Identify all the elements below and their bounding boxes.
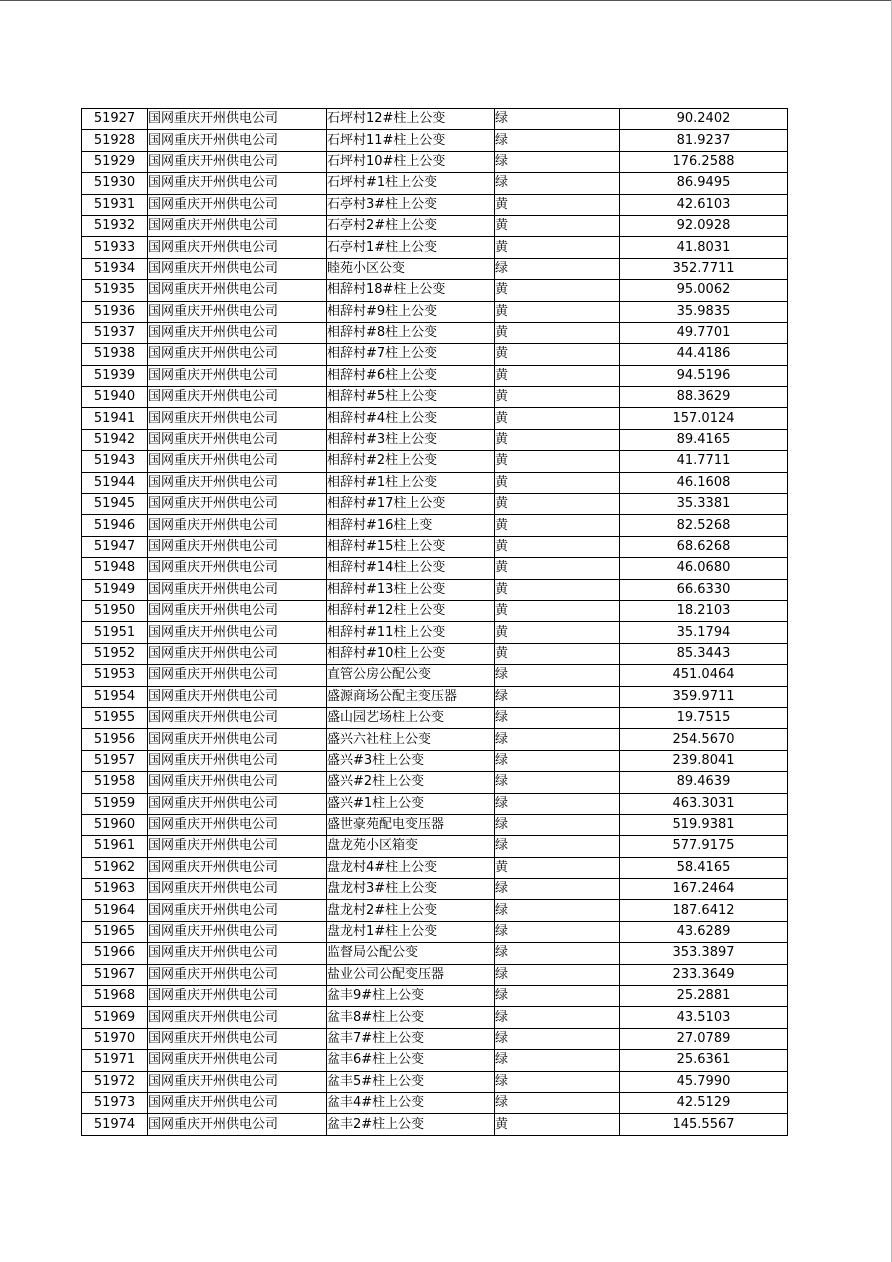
row-id-cell: 51931 [82, 194, 148, 215]
table-row [82, 301, 788, 322]
table-row [82, 344, 788, 365]
table-row [82, 322, 788, 343]
transformer-name-cell: 盛源商场公配主变压器 [327, 686, 495, 707]
value-cell: 254.5670 [620, 729, 788, 750]
table-row [82, 943, 788, 964]
value-cell: 25.2881 [620, 986, 788, 1007]
status-cell: 绿 [495, 686, 620, 707]
status-cell: 黄 [495, 472, 620, 493]
value-cell: 82.5268 [620, 515, 788, 536]
company-cell: 国网重庆开州供电公司 [148, 707, 327, 728]
transformer-name-cell: 相辞村#17柱上公变 [327, 494, 495, 515]
value-cell: 463.3031 [620, 793, 788, 814]
transformer-name-cell: 石坪村12#柱上公变 [327, 109, 495, 130]
company-cell: 国网重庆开州供电公司 [148, 665, 327, 686]
company-cell: 国网重庆开州供电公司 [148, 943, 327, 964]
value-cell: 41.7711 [620, 451, 788, 472]
table-row [82, 173, 788, 194]
company-cell: 国网重庆开州供电公司 [148, 879, 327, 900]
value-cell: 187.6412 [620, 900, 788, 921]
company-cell: 国网重庆开州供电公司 [148, 536, 327, 557]
table-row [82, 686, 788, 707]
row-id-cell: 51939 [82, 365, 148, 386]
company-cell: 国网重庆开州供电公司 [148, 857, 327, 878]
transformer-name-cell: 盘龙村2#柱上公变 [327, 900, 495, 921]
row-id-cell: 51955 [82, 707, 148, 728]
transformer-name-cell: 盛世豪苑配电变压器 [327, 814, 495, 835]
value-cell: 68.6268 [620, 536, 788, 557]
company-cell: 国网重庆开州供电公司 [148, 900, 327, 921]
status-cell: 黄 [495, 280, 620, 301]
value-cell: 451.0464 [620, 665, 788, 686]
transformer-name-cell: 盆丰4#柱上公变 [327, 1092, 495, 1113]
status-cell: 黄 [495, 857, 620, 878]
row-id-cell: 51962 [82, 857, 148, 878]
company-cell: 国网重庆开州供电公司 [148, 836, 327, 857]
value-cell: 42.6103 [620, 194, 788, 215]
value-cell: 42.5129 [620, 1092, 788, 1113]
value-cell: 35.9835 [620, 301, 788, 322]
row-id-cell: 51942 [82, 429, 148, 450]
value-cell: 167.2464 [620, 879, 788, 900]
table-row [82, 836, 788, 857]
transformer-name-cell: 盘龙苑小区箱变 [327, 836, 495, 857]
value-cell: 176.2588 [620, 151, 788, 172]
row-id-cell: 51968 [82, 986, 148, 1007]
company-cell: 国网重庆开州供电公司 [148, 301, 327, 322]
company-cell: 国网重庆开州供电公司 [148, 194, 327, 215]
status-cell: 绿 [495, 665, 620, 686]
transformer-name-cell: 相辞村#2柱上公变 [327, 451, 495, 472]
status-cell: 绿 [495, 750, 620, 771]
row-id-cell: 51935 [82, 280, 148, 301]
transformer-name-cell: 盛兴六社柱上公变 [327, 729, 495, 750]
company-cell: 国网重庆开州供电公司 [148, 173, 327, 194]
table-row [82, 1092, 788, 1113]
status-cell: 绿 [495, 964, 620, 985]
status-cell: 黄 [495, 237, 620, 258]
company-cell: 国网重庆开州供电公司 [148, 1092, 327, 1113]
row-id-cell: 51959 [82, 793, 148, 814]
status-cell: 绿 [495, 1050, 620, 1071]
value-cell: 85.3443 [620, 643, 788, 664]
company-cell: 国网重庆开州供电公司 [148, 472, 327, 493]
table-row [82, 857, 788, 878]
row-id-cell: 51950 [82, 600, 148, 621]
value-cell: 27.0789 [620, 1028, 788, 1049]
transformer-name-cell: 盛兴#3柱上公变 [327, 750, 495, 771]
transformer-name-cell: 盛兴#2柱上公变 [327, 772, 495, 793]
transformer-name-cell: 石坪村#1柱上公变 [327, 173, 495, 194]
status-cell: 绿 [495, 130, 620, 151]
value-cell: 18.2103 [620, 600, 788, 621]
row-id-cell: 51934 [82, 258, 148, 279]
table-row [82, 1050, 788, 1071]
row-id-cell: 51967 [82, 964, 148, 985]
transformer-name-cell: 石坪村11#柱上公变 [327, 130, 495, 151]
transformer-name-cell: 相辞村#10柱上公变 [327, 643, 495, 664]
status-cell: 绿 [495, 1028, 620, 1049]
table-row [82, 1071, 788, 1092]
table-row [82, 215, 788, 236]
table-row [82, 900, 788, 921]
row-id-cell: 51938 [82, 344, 148, 365]
transformer-name-cell: 盆丰8#柱上公变 [327, 1007, 495, 1028]
transformer-name-cell: 盘龙村3#柱上公变 [327, 879, 495, 900]
row-id-cell: 51940 [82, 387, 148, 408]
status-cell: 绿 [495, 772, 620, 793]
status-cell: 绿 [495, 836, 620, 857]
status-cell: 绿 [495, 1071, 620, 1092]
row-id-cell: 51974 [82, 1114, 148, 1135]
row-id-cell: 51954 [82, 686, 148, 707]
company-cell: 国网重庆开州供电公司 [148, 130, 327, 151]
row-id-cell: 51943 [82, 451, 148, 472]
transformer-name-cell: 相辞村#6柱上公变 [327, 365, 495, 386]
company-cell: 国网重庆开州供电公司 [148, 322, 327, 343]
table-body [82, 109, 788, 1136]
value-cell: 45.7990 [620, 1071, 788, 1092]
transformer-data-table [81, 108, 788, 1136]
row-id-cell: 51971 [82, 1050, 148, 1071]
company-cell: 国网重庆开州供电公司 [148, 814, 327, 835]
status-cell: 黄 [495, 365, 620, 386]
status-cell: 绿 [495, 151, 620, 172]
row-id-cell: 51957 [82, 750, 148, 771]
transformer-name-cell: 相辞村#3柱上公变 [327, 429, 495, 450]
company-cell: 国网重庆开州供电公司 [148, 387, 327, 408]
company-cell: 国网重庆开州供电公司 [148, 494, 327, 515]
status-cell: 黄 [495, 322, 620, 343]
company-cell: 国网重庆开州供电公司 [148, 258, 327, 279]
row-id-cell: 51928 [82, 130, 148, 151]
row-id-cell: 51945 [82, 494, 148, 515]
row-id-cell: 51947 [82, 536, 148, 557]
row-id-cell: 51961 [82, 836, 148, 857]
transformer-name-cell: 盛兴#1柱上公变 [327, 793, 495, 814]
status-cell: 黄 [495, 579, 620, 600]
table-row [82, 1007, 788, 1028]
row-id-cell: 51958 [82, 772, 148, 793]
company-cell: 国网重庆开州供电公司 [148, 429, 327, 450]
status-cell: 绿 [495, 729, 620, 750]
value-cell: 19.7515 [620, 707, 788, 728]
table-row [82, 707, 788, 728]
transformer-name-cell: 相辞村#16柱上变 [327, 515, 495, 536]
transformer-name-cell: 石亭村2#柱上公变 [327, 215, 495, 236]
company-cell: 国网重庆开州供电公司 [148, 729, 327, 750]
value-cell: 519.9381 [620, 814, 788, 835]
table-row [82, 194, 788, 215]
company-cell: 国网重庆开州供电公司 [148, 643, 327, 664]
transformer-name-cell: 睦苑小区公变 [327, 258, 495, 279]
status-cell: 绿 [495, 900, 620, 921]
company-cell: 国网重庆开州供电公司 [148, 558, 327, 579]
table-row [82, 964, 788, 985]
company-cell: 国网重庆开州供电公司 [148, 986, 327, 1007]
status-cell: 绿 [495, 943, 620, 964]
status-cell: 绿 [495, 879, 620, 900]
table-row [82, 558, 788, 579]
status-cell: 黄 [495, 558, 620, 579]
row-id-cell: 51970 [82, 1028, 148, 1049]
value-cell: 46.1608 [620, 472, 788, 493]
status-cell: 黄 [495, 344, 620, 365]
transformer-name-cell: 石亭村1#柱上公变 [327, 237, 495, 258]
row-id-cell: 51972 [82, 1071, 148, 1092]
transformer-name-cell: 相辞村#14柱上公变 [327, 558, 495, 579]
company-cell: 国网重庆开州供电公司 [148, 964, 327, 985]
value-cell: 35.1794 [620, 622, 788, 643]
table-row [82, 750, 788, 771]
value-cell: 43.5103 [620, 1007, 788, 1028]
status-cell: 黄 [495, 408, 620, 429]
transformer-name-cell: 相辞村#8柱上公变 [327, 322, 495, 343]
transformer-name-cell: 盆丰6#柱上公变 [327, 1050, 495, 1071]
transformer-name-cell: 相辞村#4柱上公变 [327, 408, 495, 429]
company-cell: 国网重庆开州供电公司 [148, 1050, 327, 1071]
value-cell: 25.6361 [620, 1050, 788, 1071]
transformer-name-cell: 相辞村#13柱上公变 [327, 579, 495, 600]
table-row [82, 772, 788, 793]
row-id-cell: 51946 [82, 515, 148, 536]
row-id-cell: 51936 [82, 301, 148, 322]
transformer-name-cell: 监督局公配公变 [327, 943, 495, 964]
row-id-cell: 51963 [82, 879, 148, 900]
status-cell: 黄 [495, 600, 620, 621]
company-cell: 国网重庆开州供电公司 [148, 237, 327, 258]
value-cell: 94.5196 [620, 365, 788, 386]
transformer-name-cell: 石亭村3#柱上公变 [327, 194, 495, 215]
status-cell: 黄 [495, 1114, 620, 1135]
company-cell: 国网重庆开州供电公司 [148, 793, 327, 814]
table-row [82, 814, 788, 835]
table-row [82, 879, 788, 900]
value-cell: 353.3897 [620, 943, 788, 964]
transformer-name-cell: 相辞村18#柱上公变 [327, 280, 495, 301]
row-id-cell: 51953 [82, 665, 148, 686]
table-row [82, 729, 788, 750]
value-cell: 41.8031 [620, 237, 788, 258]
table-row [82, 258, 788, 279]
row-id-cell: 51966 [82, 943, 148, 964]
value-cell: 46.0680 [620, 558, 788, 579]
row-id-cell: 51941 [82, 408, 148, 429]
row-id-cell: 51952 [82, 643, 148, 664]
table-row [82, 365, 788, 386]
company-cell: 国网重庆开州供电公司 [148, 365, 327, 386]
status-cell: 绿 [495, 986, 620, 1007]
transformer-name-cell: 相辞村#7柱上公变 [327, 344, 495, 365]
table-row [82, 921, 788, 942]
page-top-border [0, 0, 892, 1]
row-id-cell: 51932 [82, 215, 148, 236]
value-cell: 89.4165 [620, 429, 788, 450]
company-cell: 国网重庆开州供电公司 [148, 408, 327, 429]
status-cell: 黄 [495, 301, 620, 322]
company-cell: 国网重庆开州供电公司 [148, 579, 327, 600]
value-cell: 81.9237 [620, 130, 788, 151]
row-id-cell: 51944 [82, 472, 148, 493]
value-cell: 95.0062 [620, 280, 788, 301]
transformer-name-cell: 直管公房公配公变 [327, 665, 495, 686]
value-cell: 43.6289 [620, 921, 788, 942]
row-id-cell: 51951 [82, 622, 148, 643]
value-cell: 58.4165 [620, 857, 788, 878]
company-cell: 国网重庆开州供电公司 [148, 515, 327, 536]
value-cell: 157.0124 [620, 408, 788, 429]
row-id-cell: 51960 [82, 814, 148, 835]
transformer-name-cell: 盘龙村1#柱上公变 [327, 921, 495, 942]
transformer-name-cell: 盛山园艺场柱上公变 [327, 707, 495, 728]
status-cell: 绿 [495, 173, 620, 194]
table-row [82, 665, 788, 686]
transformer-name-cell: 盆丰5#柱上公变 [327, 1071, 495, 1092]
status-cell: 黄 [495, 494, 620, 515]
company-cell: 国网重庆开州供电公司 [148, 109, 327, 130]
company-cell: 国网重庆开州供电公司 [148, 750, 327, 771]
value-cell: 239.8041 [620, 750, 788, 771]
table-row [82, 1028, 788, 1049]
value-cell: 577.9175 [620, 836, 788, 857]
table-row [82, 408, 788, 429]
row-id-cell: 51969 [82, 1007, 148, 1028]
company-cell: 国网重庆开州供电公司 [148, 344, 327, 365]
status-cell: 黄 [495, 451, 620, 472]
value-cell: 44.4186 [620, 344, 788, 365]
status-cell: 黄 [495, 387, 620, 408]
value-cell: 359.9711 [620, 686, 788, 707]
row-id-cell: 51927 [82, 109, 148, 130]
transformer-name-cell: 相辞村#11柱上公变 [327, 622, 495, 643]
table-row [82, 494, 788, 515]
value-cell: 66.6330 [620, 579, 788, 600]
transformer-name-cell: 相辞村#5柱上公变 [327, 387, 495, 408]
status-cell: 黄 [495, 643, 620, 664]
row-id-cell: 51933 [82, 237, 148, 258]
company-cell: 国网重庆开州供电公司 [148, 772, 327, 793]
row-id-cell: 51948 [82, 558, 148, 579]
transformer-name-cell: 盆丰2#柱上公变 [327, 1114, 495, 1135]
value-cell: 88.3629 [620, 387, 788, 408]
status-cell: 黄 [495, 215, 620, 236]
transformer-name-cell: 相辞村#12柱上公变 [327, 600, 495, 621]
table-row [82, 472, 788, 493]
status-cell: 绿 [495, 921, 620, 942]
status-cell: 黄 [495, 194, 620, 215]
row-id-cell: 51949 [82, 579, 148, 600]
status-cell: 绿 [495, 1007, 620, 1028]
table-row [82, 237, 788, 258]
row-id-cell: 51965 [82, 921, 148, 942]
status-cell: 绿 [495, 793, 620, 814]
row-id-cell: 51956 [82, 729, 148, 750]
status-cell: 黄 [495, 515, 620, 536]
company-cell: 国网重庆开州供电公司 [148, 451, 327, 472]
table-row [82, 622, 788, 643]
transformer-name-cell: 盐业公司公配变压器 [327, 964, 495, 985]
table-row [82, 600, 788, 621]
table-row [82, 515, 788, 536]
table-row [82, 130, 788, 151]
status-cell: 绿 [495, 814, 620, 835]
value-cell: 86.9495 [620, 173, 788, 194]
value-cell: 90.2402 [620, 109, 788, 130]
status-cell: 绿 [495, 1092, 620, 1113]
company-cell: 国网重庆开州供电公司 [148, 600, 327, 621]
company-cell: 国网重庆开州供电公司 [148, 921, 327, 942]
transformer-name-cell: 盆丰9#柱上公变 [327, 986, 495, 1007]
value-cell: 233.3649 [620, 964, 788, 985]
company-cell: 国网重庆开州供电公司 [148, 1114, 327, 1135]
table-row [82, 429, 788, 450]
table-row [82, 1114, 788, 1135]
table-row [82, 451, 788, 472]
transformer-name-cell: 盆丰7#柱上公变 [327, 1028, 495, 1049]
table-row [82, 387, 788, 408]
company-cell: 国网重庆开州供电公司 [148, 215, 327, 236]
company-cell: 国网重庆开州供电公司 [148, 280, 327, 301]
row-id-cell: 51973 [82, 1092, 148, 1113]
company-cell: 国网重庆开州供电公司 [148, 151, 327, 172]
status-cell: 绿 [495, 109, 620, 130]
transformer-name-cell: 石坪村10#柱上公变 [327, 151, 495, 172]
value-cell: 35.3381 [620, 494, 788, 515]
table-row [82, 793, 788, 814]
transformer-name-cell: 相辞村#9柱上公变 [327, 301, 495, 322]
table-row [82, 643, 788, 664]
table-row [82, 986, 788, 1007]
transformer-name-cell: 盘龙村4#柱上公变 [327, 857, 495, 878]
table-row [82, 109, 788, 130]
row-id-cell: 51930 [82, 173, 148, 194]
table-row [82, 280, 788, 301]
value-cell: 49.7701 [620, 322, 788, 343]
row-id-cell: 51929 [82, 151, 148, 172]
status-cell: 黄 [495, 429, 620, 450]
status-cell: 绿 [495, 258, 620, 279]
company-cell: 国网重庆开州供电公司 [148, 622, 327, 643]
status-cell: 黄 [495, 536, 620, 557]
row-id-cell: 51937 [82, 322, 148, 343]
transformer-name-cell: 相辞村#1柱上公变 [327, 472, 495, 493]
transformer-name-cell: 相辞村#15柱上公变 [327, 536, 495, 557]
company-cell: 国网重庆开州供电公司 [148, 1028, 327, 1049]
value-cell: 352.7711 [620, 258, 788, 279]
row-id-cell: 51964 [82, 900, 148, 921]
status-cell: 绿 [495, 707, 620, 728]
value-cell: 145.5567 [620, 1114, 788, 1135]
status-cell: 黄 [495, 622, 620, 643]
company-cell: 国网重庆开州供电公司 [148, 686, 327, 707]
table-row [82, 536, 788, 557]
table-row [82, 151, 788, 172]
company-cell: 国网重庆开州供电公司 [148, 1007, 327, 1028]
value-cell: 89.4639 [620, 772, 788, 793]
value-cell: 92.0928 [620, 215, 788, 236]
company-cell: 国网重庆开州供电公司 [148, 1071, 327, 1092]
table-row [82, 579, 788, 600]
